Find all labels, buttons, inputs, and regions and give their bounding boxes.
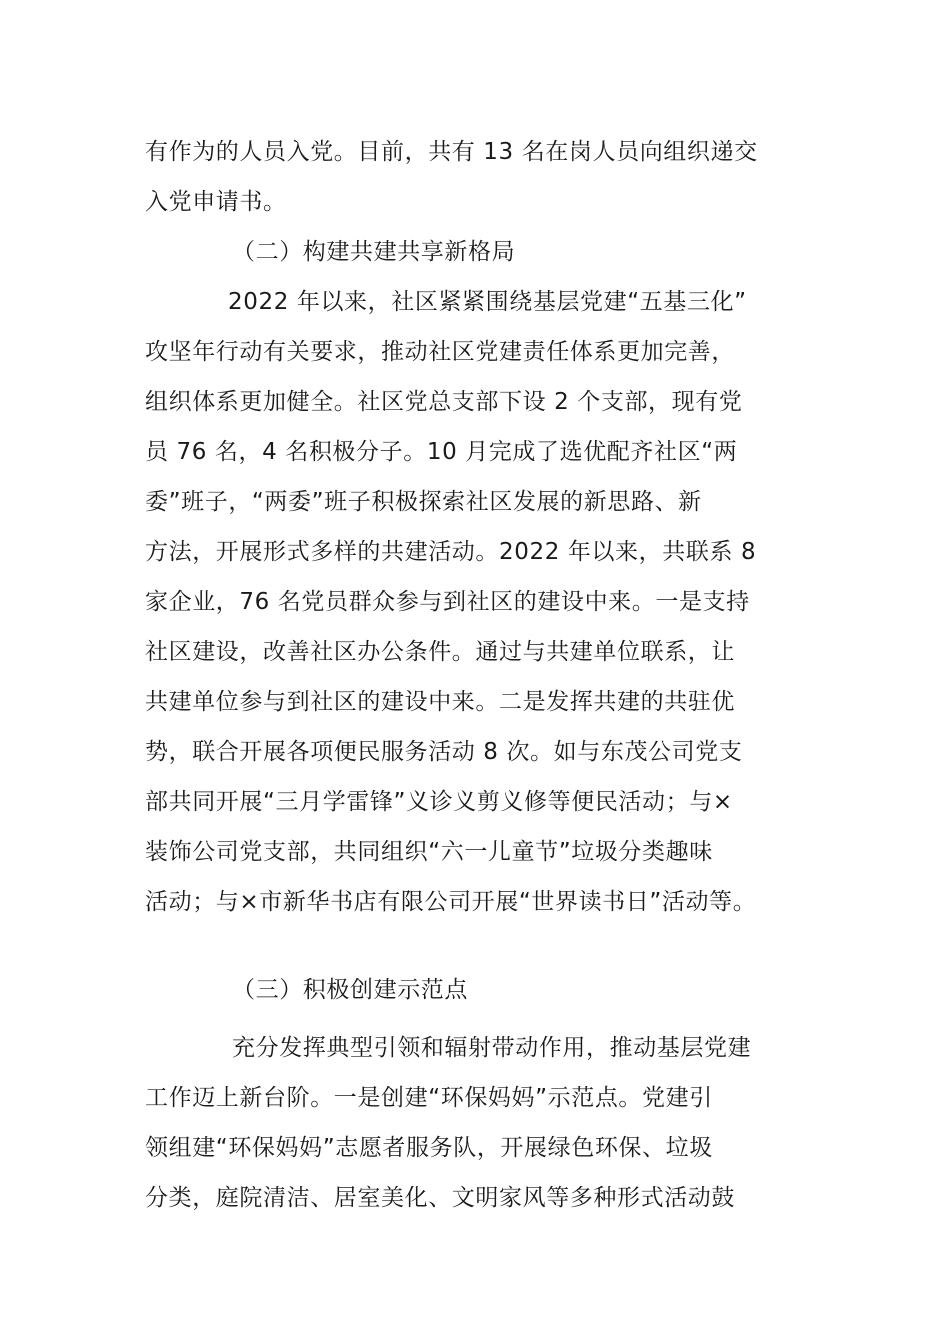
body-text-line: 攻坚年行动有关要求，推动社区党建责任体系更加完善， [145, 339, 735, 365]
body-text-line: 员 76 名，4 名积极分子。10 月完成了选优配齐社区“两 [145, 439, 738, 465]
body-text-line: 方法，开展形式多样的共建活动。2022 年以来，共联系 8 [145, 539, 757, 565]
body-text-line: 共建单位参与到社区的建设中来。二是发挥共建的共驻优 [145, 689, 735, 715]
body-text-line: 组织体系更加健全。社区党总支部下设 2 个支部，现有党 [145, 389, 743, 415]
body-text-line: 部共同开展“三月学雷锋”义诊义剪义修等便民活动；与× [145, 789, 733, 815]
paragraph-first-line: 2022 年以来，社区紧紧围绕基层党建“五基三化” [228, 289, 747, 315]
section-heading-3: （三）积极创建示范点 [232, 977, 468, 1003]
body-text-line: 家企业，76 名党员群众参与到社区的建设中来。一是支持 [145, 589, 750, 615]
body-text-line: 工作迈上新台阶。一是创建“环保妈妈”示范点。党建引 [145, 1085, 713, 1111]
body-text-line: 势，联合开展各项便民服务活动 8 次。如与东茂公司党支 [145, 739, 743, 765]
body-text-line: 社区建设，改善社区办公条件。通过与共建单位联系，让 [145, 639, 735, 665]
section-heading-2: （二）构建共建共享新格局 [232, 239, 516, 265]
body-text-line: 有作为的人员入党。目前，共有 13 名在岗人员向组织递交 [145, 139, 758, 165]
body-text-line: 入党申请书。 [145, 189, 287, 215]
body-text-line: 领组建“环保妈妈”志愿者服务队，开展绿色环保、垃圾 [145, 1135, 713, 1161]
body-text-line: 委”班子，“两委”班子积极探索社区发展的新思路、新 [145, 489, 702, 515]
paragraph-first-line: 充分发挥典型引领和辐射带动作用，推动基层党建 [232, 1035, 752, 1061]
body-text-line: 分类，庭院清洁、居室美化、文明家风等多种形式活动鼓 [145, 1185, 735, 1211]
body-text-line: 活动；与×市新华书店有限公司开展“世界读书日”活动等。 [145, 889, 757, 915]
body-text-line: 装饰公司党支部，共同组织“六一儿童节”垃圾分类趣味 [145, 839, 713, 865]
